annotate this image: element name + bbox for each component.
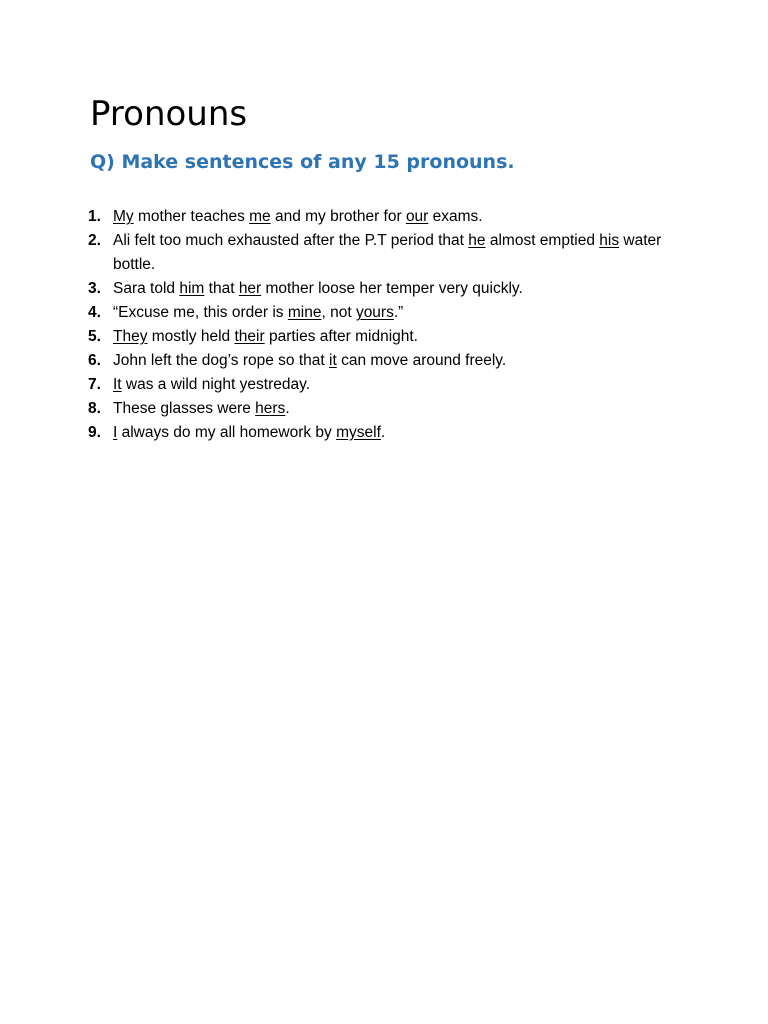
list-item xyxy=(88,277,668,301)
sentence-fragment: Sara told xyxy=(113,280,180,297)
list-item-text xyxy=(113,397,668,421)
sentence-fragment: , not xyxy=(321,304,356,321)
pronoun: his xyxy=(599,232,620,249)
pronoun: her xyxy=(238,280,262,297)
list-item-number: 8. xyxy=(88,400,101,417)
list-item xyxy=(88,421,668,445)
pronoun: yours xyxy=(355,304,394,321)
pronoun: he xyxy=(468,232,486,249)
list-item-number: 9. xyxy=(88,424,101,441)
list-item-text xyxy=(113,373,668,397)
sentence-fragment: was a wild night yestreday. xyxy=(121,376,311,393)
pronoun: hers xyxy=(255,400,286,417)
sentence-fragment: mostly held xyxy=(147,328,235,345)
sentence-fragment: exams. xyxy=(428,208,483,225)
list-item-number: 1. xyxy=(88,208,101,225)
list-item-text xyxy=(113,277,668,301)
sentence-fragment: that xyxy=(204,280,239,297)
document-title: Pronouns xyxy=(90,94,248,134)
list-item xyxy=(88,301,668,325)
pronoun: My xyxy=(113,208,134,225)
sentence-fragment: always do my all homework by xyxy=(117,424,337,441)
pronoun: They xyxy=(113,328,148,345)
sentence-fragment: .” xyxy=(393,304,404,321)
list-item xyxy=(88,229,668,277)
list-item xyxy=(88,397,668,421)
list-item-number: 2. xyxy=(88,232,101,249)
sentence-fragment: can move around freely. xyxy=(336,352,507,369)
pronoun: their xyxy=(234,328,265,345)
sentence-fragment: parties after midnight. xyxy=(264,328,418,345)
sentence-fragment: mother loose her temper very quickly. xyxy=(261,280,523,297)
list-item xyxy=(88,349,668,373)
list-item-text xyxy=(113,325,668,349)
list-item-text xyxy=(113,229,668,277)
sentence-fragment: water bottle. xyxy=(113,232,662,273)
list-item-number: 4. xyxy=(88,304,101,321)
pronoun: It xyxy=(113,376,122,393)
list-item-number: 6. xyxy=(88,352,101,369)
sentence-fragment: These glasses were xyxy=(113,400,256,417)
sentence-fragment: and my brother for xyxy=(270,208,406,225)
sentence-fragment: mother teaches xyxy=(133,208,250,225)
sentence-fragment: “Excuse me, this order is xyxy=(113,304,288,321)
sentence-list xyxy=(88,205,668,445)
sentence-fragment: . xyxy=(285,400,290,417)
list-item-text xyxy=(113,301,668,325)
sentence-fragment: John left the dog’s rope so that xyxy=(113,352,330,369)
list-item-number: 7. xyxy=(88,376,101,393)
question-heading: Q) Make sentences of any 15 pronouns. xyxy=(90,151,515,173)
sentence-fragment: Ali felt too much exhausted after the P.T period that xyxy=(113,232,469,249)
pronoun: me xyxy=(249,208,271,225)
sentence-fragment: almost emptied xyxy=(485,232,600,249)
list-item-text xyxy=(113,349,668,373)
pronoun: it xyxy=(329,352,337,369)
list-item-text xyxy=(113,205,668,229)
list-item xyxy=(88,373,668,397)
pronoun: I xyxy=(113,424,118,441)
pronoun: myself xyxy=(336,424,381,441)
list-item-number: 5. xyxy=(88,328,101,345)
list-item-number: 3. xyxy=(88,280,101,297)
pronoun: our xyxy=(405,208,429,225)
list-item xyxy=(88,325,668,349)
pronoun: mine xyxy=(287,304,322,321)
list-item-text xyxy=(113,421,668,445)
list-item xyxy=(88,205,668,229)
pronoun: him xyxy=(179,280,205,297)
sentence-fragment: . xyxy=(380,424,386,441)
